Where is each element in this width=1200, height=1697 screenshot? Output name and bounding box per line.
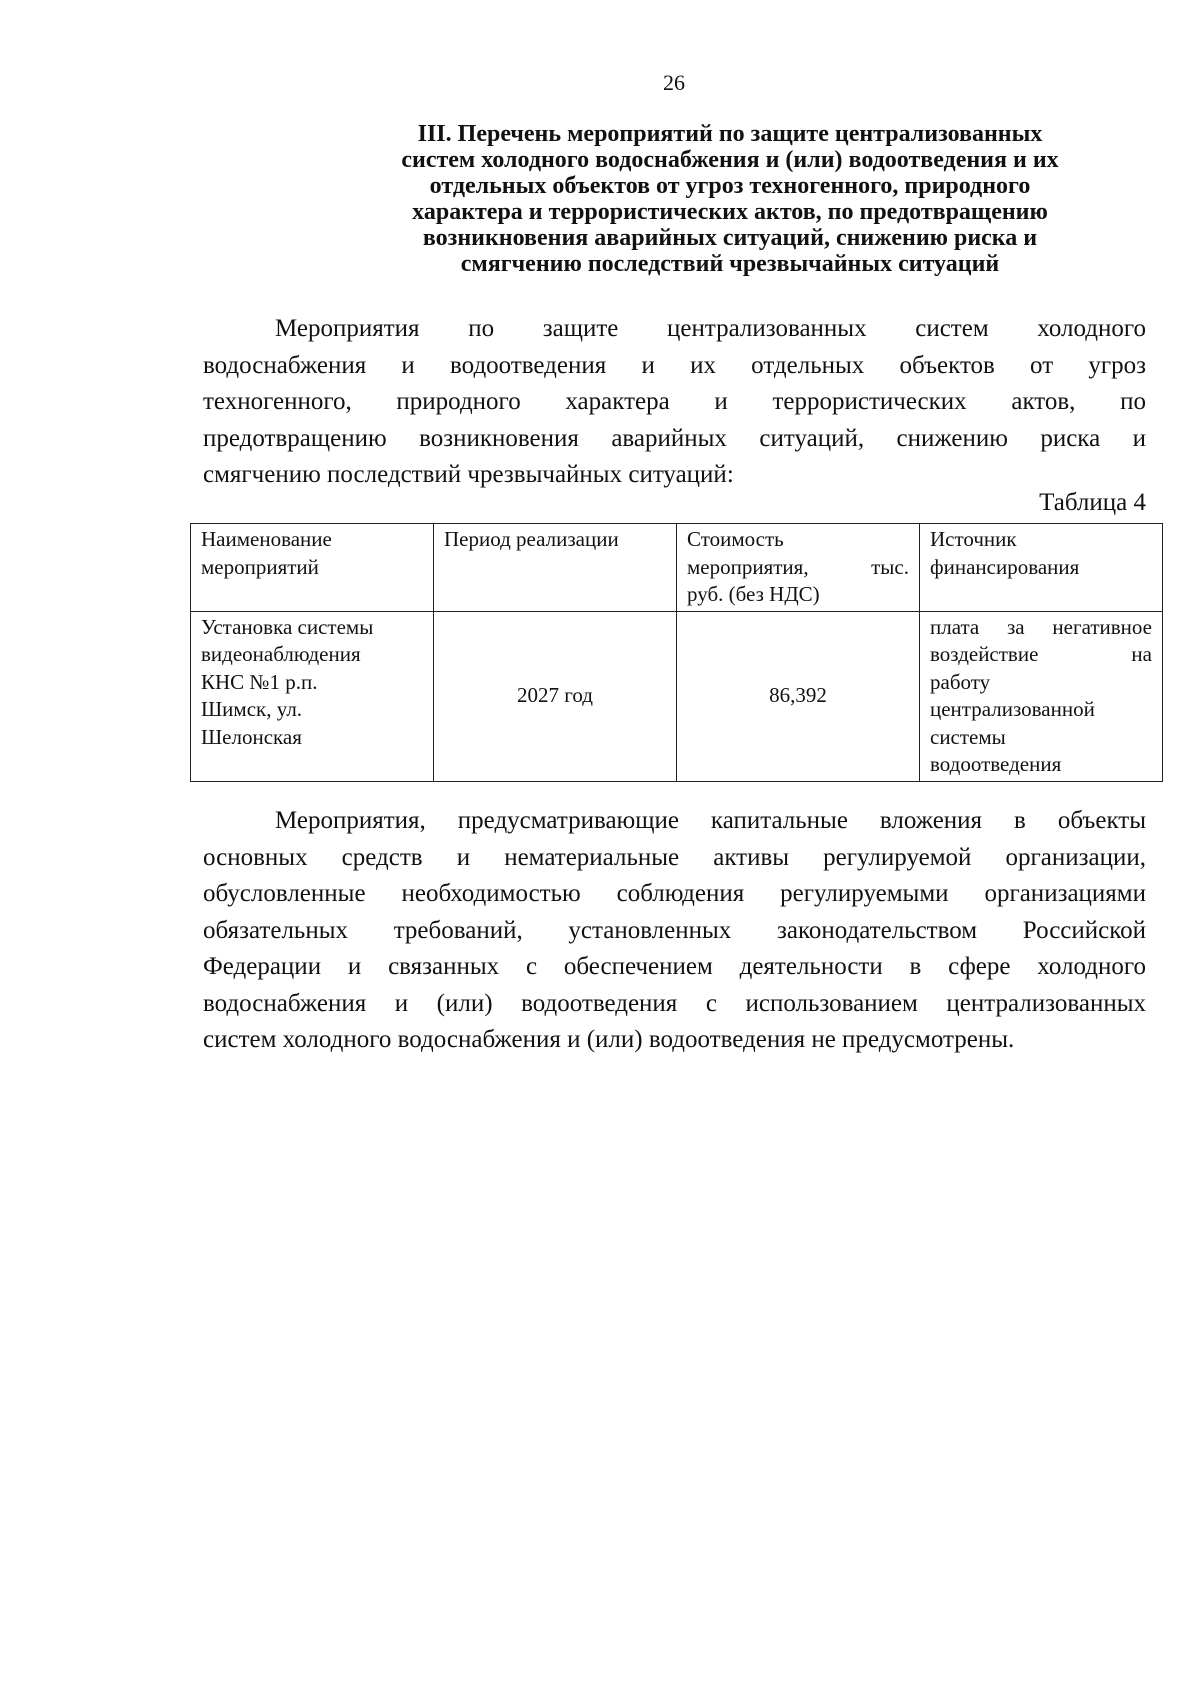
paragraph-line: водоснабжения и (или) водоотведения с использованием централизованных: [203, 989, 1146, 1017]
header-line: мероприятия, тыс.: [687, 554, 909, 579]
section-heading-line: характера и террористических актов, по предотвращению: [412, 199, 1048, 225]
header-cell-period: [434, 524, 677, 612]
paragraph-line: Федерации и связанных с обеспечением деятельности в сфере холодного: [203, 953, 1146, 980]
section-heading-line: отдельных объектов от угроз техногенного, природного: [429, 173, 1031, 199]
table-header-row: [191, 524, 1163, 612]
cell-cost: 86,392: [677, 611, 920, 781]
header-cell-source: [920, 524, 1163, 612]
header-cell-name: [191, 524, 434, 612]
section-heading-line: III. Перечень мероприятий по защите централизованных: [417, 121, 1043, 147]
header-line: Наименование: [201, 527, 332, 551]
header-line: Период реализации: [444, 527, 619, 551]
cell-line: КНС №1 р.п.: [201, 669, 318, 694]
paragraph-line: смягчению последствий чрезвычайных ситуаций:: [203, 461, 734, 488]
cell-line: Шелонская: [201, 724, 302, 749]
table-caption: Таблица 4: [1039, 489, 1146, 516]
cell-line: водоотведения: [930, 752, 1062, 776]
header-line: мероприятий: [201, 554, 319, 579]
paragraph-line: техногенного, природного характера и террористических актов, по: [203, 388, 1146, 415]
header-line: руб. (без НДС): [687, 582, 820, 606]
header-line: Стоимость: [687, 527, 784, 551]
section-heading-line: смягчению последствий чрезвычайных ситуаций: [460, 251, 1000, 277]
cell-measure-name: [191, 611, 434, 781]
closing-paragraph: [203, 803, 1146, 1059]
cell-line: воздействие на: [930, 642, 1152, 666]
table-row: [191, 611, 1163, 781]
header-line: финансирования: [930, 554, 1080, 579]
cell-line: плата за негативное: [930, 614, 1152, 639]
paragraph-line: Мероприятия, предусматривающие капитальные вложения в объекты: [275, 807, 1146, 834]
header-line: Источник: [930, 527, 1017, 551]
cell-line: Установка системы: [201, 614, 374, 639]
paragraph-line: предотвращению возникновения аварийных ситуаций, снижению риска и: [203, 424, 1146, 452]
paragraph-line: обязательных требований, установленных законодательством Российской: [203, 916, 1146, 944]
cell-period: 2027 год: [434, 611, 677, 781]
intro-paragraph: [203, 311, 1146, 494]
measures-table: [190, 523, 1163, 782]
page-number: 26: [663, 70, 685, 95]
header-cell-cost: [677, 524, 920, 612]
cell-funding-source: [920, 611, 1163, 781]
cell-line: видеонаблюдения: [201, 642, 361, 666]
cell-line: Шимск, ул.: [201, 697, 303, 721]
section-heading: [330, 121, 1130, 277]
section-heading-line: возникновения аварийных ситуаций, снижению риска и: [422, 225, 1038, 251]
cell-line: работу: [930, 669, 991, 694]
paragraph-line: систем холодного водоснабжения и (или) водоотведения не предусмотрены.: [203, 1026, 1015, 1053]
cell-line: системы: [930, 724, 1006, 749]
section-heading-line: систем холодного водоснабжения и (или) водоотведения и их: [401, 147, 1059, 173]
paragraph-line: основных средств и нематериальные активы регулируемой организации,: [203, 843, 1146, 871]
paragraph-line: водоснабжения и водоотведения и их отдельных объектов от угроз: [203, 351, 1146, 379]
paragraph-line: обусловленные необходимостью соблюдения регулируемыми организациями: [203, 880, 1146, 907]
paragraph-line: Мероприятия по защите централизованных систем холодного: [275, 315, 1146, 342]
cell-line: централизованной: [930, 697, 1095, 721]
